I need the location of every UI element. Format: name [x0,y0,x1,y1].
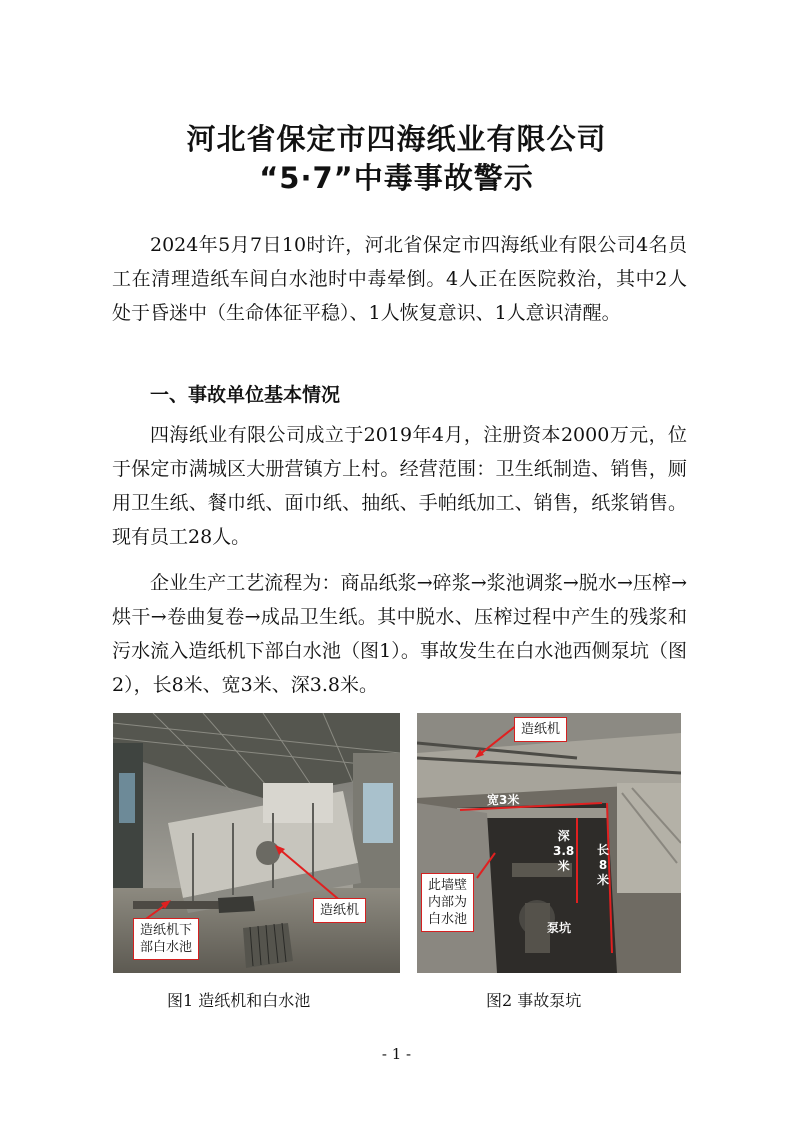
figure2-length-text: 长 8 米 [597,843,610,887]
section1-heading: 一、事故单位基本情况 [150,384,341,406]
page-number: - 1 - [381,1045,412,1063]
figure2-pit-text: 泵坑 [547,921,572,935]
figure2-width-text: 宽3米 [487,793,520,807]
figure2-caption: 图2 事故泵坑 [486,991,582,1010]
document-title-line1: 河北省保定市四海纸业有限公司 [186,122,607,156]
figure1-caption: 图1 造纸机和白水池 [167,991,311,1010]
figure1-machine-label: 造纸机 [313,898,366,923]
figure1-photo [113,713,400,973]
figure2-machine-label: 造纸机 [514,717,567,742]
document-title-line2: “5·7”中毒事故警示 [259,161,534,195]
company-paragraph: 四海纸业有限公司成立于2019年4月，注册资本2000万元，位于保定市满城区大册营镇方上村。经营范围：卫生纸制造、销售，厕用卫生纸、餐巾纸、面巾纸、抽纸、手帕纸加工、销售，纸浆销售。现有员工28人。 [112,424,687,548]
figure2-photo [417,713,681,973]
process-paragraph: 企业生产工艺流程为：商品纸浆→碎浆→浆池调浆→脱水→压榨→烘干→卷曲复卷→成品卫生纸。其中脱水、压榨过程中产生的残浆和污水流入造纸机下部白水池（图1）。事故发生在白水池西侧泵坑（图2），长8米、宽3米、深3.8米。 [112,572,687,696]
figure2-wall-label: 此墙壁 内部为 白水池 [421,873,474,932]
figure1-pool-label: 造纸机下 部白水池 [133,918,199,960]
intro-paragraph: 2024年5月7日10时许，河北省保定市四海纸业有限公司4名员工在清理造纸车间白水池时中毒晕倒。4人正在医院救治，其中2人处于昏迷中（生命体征平稳）、1人恢复意识、1人意识清醒。 [112,234,687,324]
figure2-depth-text: 深 3.8 米 [553,829,575,873]
